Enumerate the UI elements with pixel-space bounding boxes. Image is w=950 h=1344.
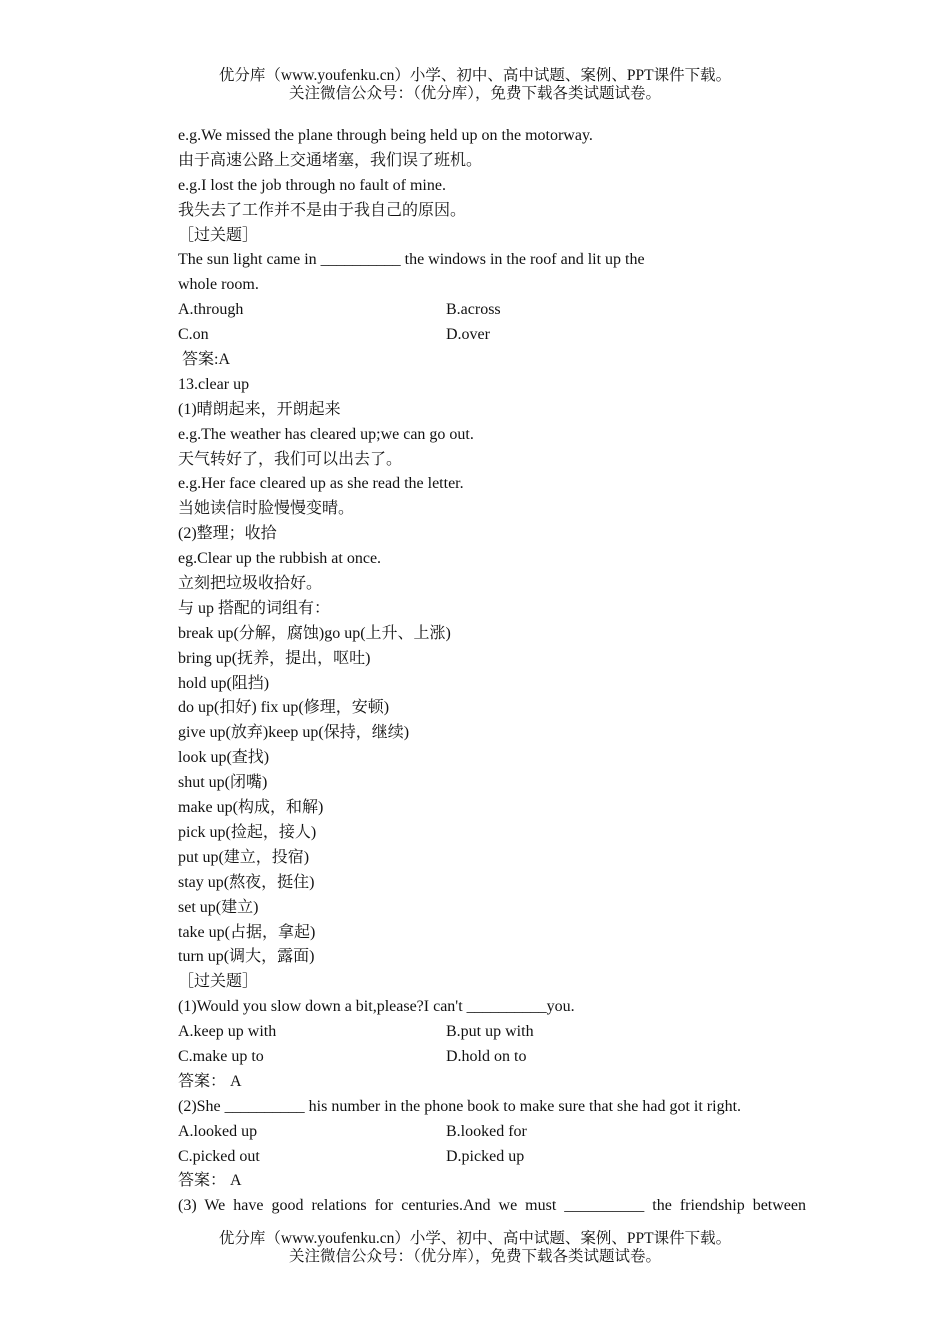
phrase-line: look up(查找) — [178, 749, 270, 767]
quiz-label: ［过关题］ — [178, 973, 259, 991]
quiz-label: ［过关题］ — [178, 226, 259, 244]
document-body — [178, 124, 808, 1219]
question-text: (2)She __________ his number in the phone book to make sure that she had got it right. — [178, 1097, 742, 1115]
option-b: B.looked for — [446, 1122, 527, 1140]
example-zh: 由于高速公路上交通堵塞，我们误了班机。 — [178, 151, 483, 169]
example-en: e.g.The weather has cleared up;we can go out. — [178, 425, 474, 443]
example-en: e.g.I lost the job through no fault of mine. — [178, 176, 446, 194]
option-row — [178, 1120, 808, 1145]
phrase-line: set up(建立) — [178, 898, 259, 916]
phrase-line: hold up(阻挡) — [178, 674, 270, 692]
sense-2: (2)整理；收拾 — [178, 525, 277, 543]
example-zh: 立刻把垃圾收拾好。 — [178, 575, 323, 593]
option-c: C.make up to — [178, 1047, 264, 1065]
sense-1: (1)晴朗起来，开朗起来 — [178, 400, 341, 418]
option-a: A.through — [178, 301, 244, 319]
header-line-1: 优分库（www.youfenku.cn）小学、初中、高中试题、案例、PPT课件下载。 — [218, 67, 732, 84]
option-row — [178, 298, 808, 323]
example-en: e.g.We missed the plane through being held up on the motorway. — [178, 127, 593, 144]
option-c: C.picked out — [178, 1147, 260, 1165]
phrase-line: take up(占据，拿起) — [178, 923, 316, 941]
example-zh: 天气转好了，我们可以出去了。 — [178, 450, 403, 468]
option-d: D.picked up — [446, 1147, 525, 1165]
footer-line-2: 关注微信公众号：（优分库），免费下载各类试题试卷。 — [288, 1248, 661, 1265]
phrase-line: bring up(抚养，提出，呕吐) — [178, 649, 371, 667]
question-text-cont: whole room. — [178, 276, 259, 294]
phrase-line: pick up(捡起，接人) — [178, 823, 317, 841]
example-en: e.g.Her face cleared up as she read the letter. — [178, 475, 464, 493]
phrase-line: turn up(调大，露面) — [178, 948, 315, 966]
page-footer — [0, 1230, 950, 1266]
phrase-line: do up(扣好) fix up(修理，安顿) — [178, 699, 390, 717]
option-row — [178, 1045, 808, 1070]
option-c: C.on — [178, 326, 209, 344]
answer: 答案： A — [178, 1072, 242, 1090]
phrase-line: put up(建立，投宿) — [178, 848, 310, 866]
option-d: D.hold on to — [446, 1047, 527, 1065]
option-b: B.put up with — [446, 1023, 534, 1041]
question-text: (1)Would you slow down a bit,please?I can't __________you. — [178, 998, 575, 1016]
question-text: (3) We have good relations for centuries.And we must __________ the friendship between — [178, 1197, 806, 1215]
option-a: A.keep up with — [178, 1023, 277, 1041]
option-d: D.over — [446, 326, 490, 344]
phrases-intro: 与 up 搭配的词组有： — [178, 599, 331, 617]
option-a: A.looked up — [178, 1122, 258, 1140]
example-zh: 当她读信时脸慢慢变晴。 — [178, 500, 355, 518]
question-text: The sun light came in __________ the windows in the roof and lit up the — [178, 251, 645, 269]
phrase-line: make up(构成，和解) — [178, 799, 324, 817]
example-en: eg.Clear up the rubbish at once. — [178, 550, 382, 568]
phrase-line: shut up(闭嘴) — [178, 774, 268, 792]
option-row — [178, 323, 808, 348]
page-header — [0, 67, 950, 103]
option-row — [178, 1020, 808, 1045]
option-row — [178, 1145, 808, 1170]
option-b: B.across — [446, 301, 501, 319]
answer: 答案： A — [178, 1172, 242, 1190]
answer: 答案:A — [182, 351, 231, 369]
header-line-2: 关注微信公众号：（优分库），免费下载各类试题试卷。 — [288, 85, 661, 102]
item-title: 13.clear up — [178, 375, 250, 393]
phrase-line: give up(放弃)keep up(保持，继续) — [178, 724, 410, 742]
footer-line-1: 优分库（www.youfenku.cn）小学、初中、高中试题、案例、PPT课件下载。 — [218, 1230, 732, 1247]
phrase-line: break up(分解，腐蚀)go up(上升、上涨) — [178, 624, 451, 642]
phrase-line: stay up(熬夜，挺住) — [178, 873, 315, 891]
example-zh: 我失去了工作并不是由于我自己的原因。 — [178, 201, 467, 219]
